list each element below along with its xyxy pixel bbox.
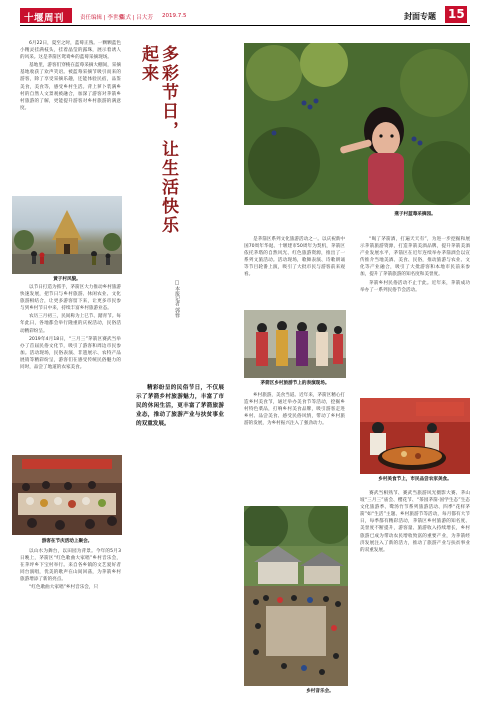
editor-credit: 责任编辑 | 李世骥 <box>80 15 124 21</box>
paragraph: 农历三月初三，民间称为上巳节、踏青节。每年此日，各地都会举行隆重的庆祝活动，民俗活动精彩纷呈。 <box>20 314 121 334</box>
col2-text-block-2 <box>244 392 345 502</box>
issue-date: 2019.7.5 <box>162 13 187 19</box>
page-number: 15 <box>448 7 465 21</box>
paragraph: 是茅箭区系列文化旅游活动之一。以庆祝新中国70周年华诞、十堰建市50周年为契机，茅箭区依托茅塔的自然风光、红色旅游资源，推出了一系列文旅活动。活动现场，歌舞表演、诗歌朗诵等节目轮番上演，吸引了大批市民与游客前来观看。 <box>244 237 345 278</box>
header-rule <box>20 25 470 26</box>
col3-text-block-2 <box>360 490 470 698</box>
paragraph: 基地里，游客们穿梭在蓝莓采摘大棚间，采摘基地收获了欢声笑语。被蓝莓采摘节吸引而来的游客，除了享受采摘乐趣，还能体验民宿，品鉴美食，美食等，感受乡村生活。背上萝卜装满乡村的自然人文景观被融合，加深了游客对茅箭乡村旅游的了解，更能提升游客对乡村旅游的满意度。 <box>20 63 121 111</box>
section-title: 封面专题 <box>404 12 436 21</box>
paragraph: 以山水为舞台，以田园为背景。今年的5月3日晚上，茅箭区“红色歌曲大家唱”乡村音乐会，在茅坪乡下宝村举行。来自各乡镇的文艺爱好者同台演唱，优美的歌声在山间回荡，为茅箭乡村旅游增添了新的亮点。 <box>20 549 121 583</box>
logo-badge <box>20 8 72 23</box>
col1-text-block-3 <box>20 548 121 698</box>
paragraph: 以节日打造为抓手，茅箭区大力推动乡村旅游快速发展，把节日与乡村旅游、休闲农业、文化旅游相结合，让更多游客留下来，让更多市民参与到乡村节日中来，持续丰富乡村旅游业态。 <box>20 285 121 312</box>
caption-feast: 游客在节庆活动上聚会。 <box>41 539 93 544</box>
paragraph: 乡村旅游，美食当道。近年来，茅箭区精心打造乡村美食节，通过举办美食节等活动，挖掘乡村特色菜品，打响乡村美食品牌，吸引游客走进乡村、品尝美食、感受民俗风情，带动了乡村旅游的发展，为乡村振兴注入了强劲动力。 <box>244 393 345 427</box>
page-number-badge <box>445 6 467 23</box>
paragraph: 赛武当相熟节、赛武当旅游风光摄影大赛、茅山坡“三月三”庙会、樱花节、“茶园茅箭·国学生态”生态文化旅游季、鹭汤竹节系列旅游活动、四季“花样茅箭”如“生活”主题、乡村旅游节等活动，每月都有大节日，每季都有精彩活动，茅箭区乡村旅游的知名度、美誉度不断提升，游客量、旅游收入持续增长，乡村旅游已成为带动农民增收致富的重要产业，为茅箭经济发展注入了新的活力，推动了旅游产业与扶贫事业的双重发展。 <box>360 491 470 553</box>
byline-text: □本报记者 郭蓉 <box>174 280 180 318</box>
headline <box>138 45 178 245</box>
caption-house: 黄子村风貌。 <box>53 277 81 282</box>
paragraph: 茅箭乡村民俗活动不止于此。近年来，茅箭成功举办了一系列民俗节会活动。 <box>360 280 470 293</box>
photo-music-gathering <box>244 506 348 686</box>
pull-quote-text: 精彩纷呈的民俗节日，不仅展示了茅箭乡村旅游魅力，丰富了市民的休闲生活，更丰富了茅箭旅游业态，推动了旅游产业与扶贫事业的双重发展。 <box>136 385 224 427</box>
photo-feast <box>12 455 122 535</box>
pull-quote <box>136 384 224 494</box>
col2-text-block-1 <box>244 236 345 310</box>
caption-blueberry: 燕子村蓝莓采摘园。 <box>394 212 436 217</box>
caption-music: 乡村音乐会。 <box>306 689 334 694</box>
col1-text-block-2 <box>20 284 121 454</box>
caption-performers: 茅箭区乡村旅游节上的表演现场。 <box>260 381 330 386</box>
col1-text-block-1 <box>20 40 121 220</box>
feast-image <box>12 455 122 535</box>
caption-hotpot: 乡村美食节上，市民品尝农家美食。 <box>378 477 452 482</box>
logo-text: 十堰周刊 <box>24 13 65 24</box>
paragraph: 6月22日，夏至之时，蓝莓正熟。一颗颗蓝色小精灵挂满枝头，挂着晶莹的露珠，展示着诱人的风采。这是茅箭区鸳鸯乡的蓝莓采摘现场。 <box>20 41 121 61</box>
paragraph: 2019年4月18日，“三月三”茅箭区赛武当举办了首届民俗文化节，吸引了游客和周边市民参加。活动现场，民俗表演、非遗展示、农特产品展销等精彩纷呈，游客们在感受传统民俗魅力的同时，品尝了地道的农家美食。 <box>20 336 121 371</box>
page-header <box>0 0 495 28</box>
layout-credit: 版式 | 吕大芳 <box>120 15 153 21</box>
photo-blueberry-girl <box>244 43 470 205</box>
col3-text-block-1 <box>360 236 470 396</box>
blueberry-girl-image <box>244 43 470 205</box>
photo-straw-house <box>12 196 122 274</box>
straw-house-image <box>12 196 122 274</box>
hotpot-image <box>360 398 470 474</box>
paragraph: “喝了茅箭酒，打遍天天有”，为进一步挖掘和展示茅箭旅游资源，打造茅箭美酒品牌，提升茅箭美酒产业发展水平，茅箭区在近年连续举办茅箭酒会以宣传推介当地美酒、美食、民俗，推动旅游与农业、文化等产业融合，吸引了大批游客和本地市民前来参加，提升了茅箭旅游的知名度和美誉度。 <box>360 237 470 278</box>
photo-hotpot <box>360 398 470 474</box>
performers-image <box>244 310 346 378</box>
byline <box>174 280 186 340</box>
headline-text: 多彩节日，让生活快乐起来 <box>138 45 178 235</box>
paragraph: “红色歌曲大家唱”乡村音乐会，只 <box>29 585 99 591</box>
music-gathering-image <box>244 506 348 686</box>
photo-performers <box>244 310 346 378</box>
